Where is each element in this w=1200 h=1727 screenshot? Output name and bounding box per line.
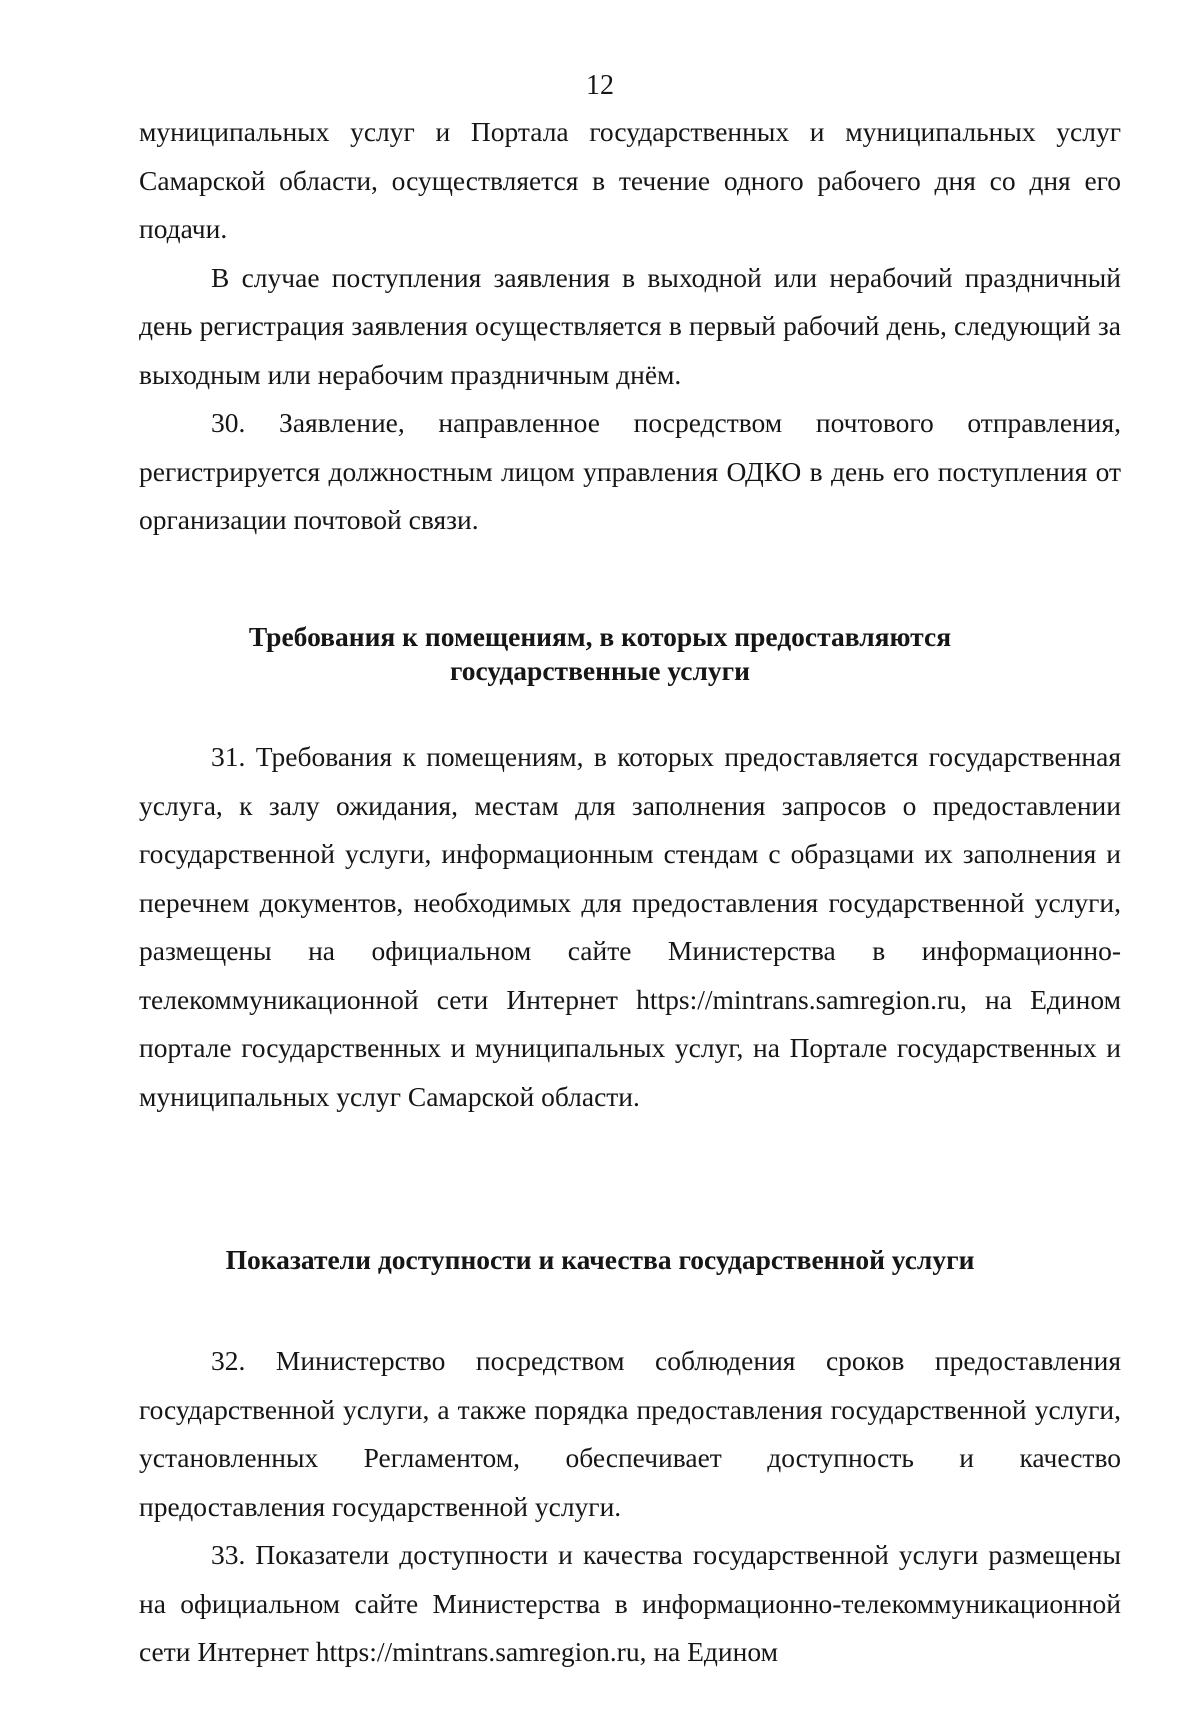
paragraph-holiday-registration: В случае поступления заявления в выходной или нерабочий праздничный день регистрация заявления осуществляется в первый рабочий день, следующий за выходным или нерабочим праздничным днём. (139, 261, 1121, 390)
paragraph-30-postal-application: 30. Заявление, направленное посредством почтового отправления, регистрируется должностным лицом управления ОДКО в день его поступления от организации почтовой связи. (139, 407, 1121, 535)
page-number: 12 (586, 70, 614, 101)
section-heading-accessibility-line1: Показатели доступности и качества государственной услуги (225, 1244, 975, 1275)
paragraph-31-premises-requirements: 31. Требования к помещениям, в которых предоставляется государственная услуга, к залу ожидания, местам для заполнения запросов о предоставлении государственной услуги, информационным стендам с образцами их заполнения и перечнем документов, необходимых для предоставления государственной услуги, размещены на официальном сайте Министерства в информационно-телекоммуникационной сети Интернет https://mintrans.samregion.ru, на Едином портале государственных и муниципальных услуг, на Портале государственных и муниципальных услуг Самарской области. (139, 741, 1121, 1112)
section-heading-premises-line2: государственные услуги (449, 655, 750, 686)
paragraph-registration-continued: муниципальных услуг и Портала государственных и муниципальных услуг Самарской области, осуществляется в течение одного рабочего дня со дня его подачи. (139, 116, 1121, 244)
text-block-registration (139, 108, 1121, 545)
paragraph-32-ministry-ensures: 32. Министерство посредством соблюдения сроков предоставления государственной услуги, а также порядка предоставления государственной услуги, установленных Регламентом, обеспечивает доступность и качество предоставления государственной услуги. (139, 1345, 1121, 1522)
section-heading-premises-line1: Требования к помещениям, в которых предоставляются (248, 621, 952, 652)
text-block-premises (139, 733, 1121, 1121)
section-heading-premises (0, 620, 1200, 688)
text-block-accessibility (139, 1337, 1121, 1677)
section-heading-accessibility (0, 1243, 1200, 1277)
paragraph-33-indicators: 33. Показатели доступности и качества государственной услуги размещены на официальном сайте Министерства в информационно-телекоммуникационной сети Интернет https://mintrans.samregion.ru, на Едином (139, 1539, 1121, 1667)
